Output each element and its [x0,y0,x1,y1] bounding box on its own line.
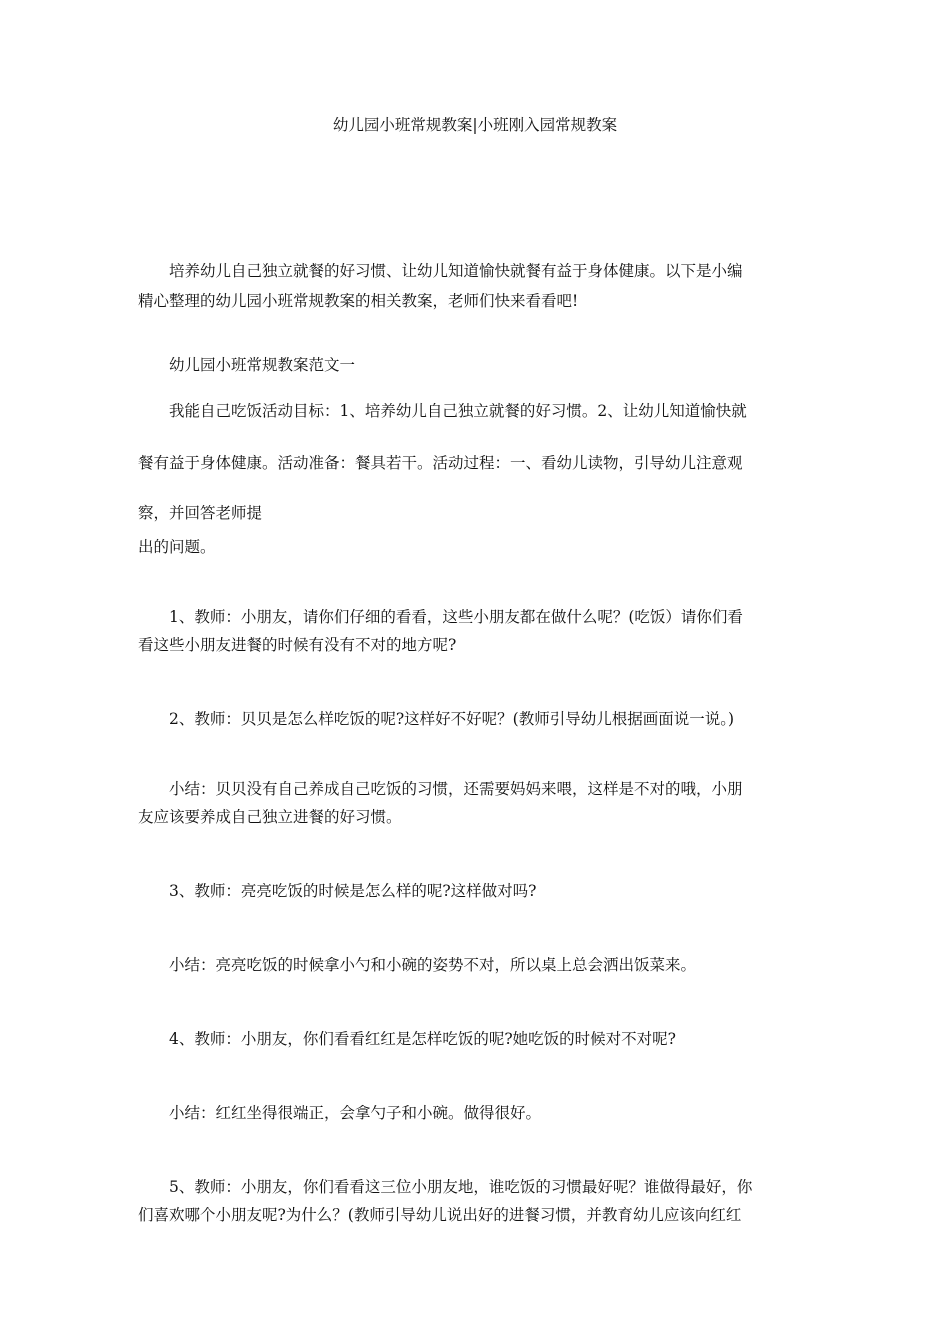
paragraph-line: 小结：亮亮吃饭的时候拿小勺和小碗的姿势不对，所以桌上总会洒出饭菜来。 [138,956,697,974]
section-heading: 幼儿园小班常规教案范文一 [138,356,356,374]
paragraph-line: 餐有益于身体健康。活动准备：餐具若干。活动过程：一、看幼儿读物，引导幼儿注意观 [138,454,743,472]
paragraph-line: 精心整理的幼儿园小班常规教案的相关教案，老师们快来看看吧! [138,292,579,310]
paragraph-line: 1、教师：小朋友，请你们仔细的看看，这些小朋友都在做什么呢？(吃饭）请你们看 [138,608,743,626]
document-title: 幼儿园小班常规教案|小班刚入园常规教案 [332,116,618,134]
paragraph-line: 小结：红红坐得很端正，会拿勺子和小碗。做得很好。 [138,1104,542,1122]
paragraph-line: 友应该要养成自己独立进餐的好习惯。 [138,808,402,826]
paragraph-line: 4、教师：小朋友，你们看看红红是怎样吃饭的呢?她吃饭的时候对不对呢? [138,1030,676,1048]
paragraph-line: 看这些小朋友进餐的时候有没有不对的地方呢? [138,636,457,654]
paragraph-line: 我能自己吃饭活动目标：1、培养幼儿自己独立就餐的好习惯。2、让幼儿知道愉快就 [138,402,747,420]
paragraph-line: 出的问题。 [138,538,216,556]
paragraph-line: 们喜欢哪个小朋友呢?为什么？(教师引导幼儿说出好的进餐习惯，并教育幼儿应该向红红 [138,1206,742,1224]
paragraph-line: 2、教师：贝贝是怎么样吃饭的呢?这样好不好呢？(教师引导幼儿根据画面说一说。) [138,710,735,728]
paragraph-line: 小结：贝贝没有自己养成自己吃饭的习惯，还需要妈妈来喂，这样是不对的哦，小朋 [138,780,743,798]
paragraph-line: 培养幼儿自己独立就餐的好习惯、让幼儿知道愉快就餐有益于身体健康。以下是小编 [138,262,743,280]
paragraph-line: 3、教师：亮亮吃饭的时候是怎么样的呢?这样做对吗? [138,882,537,900]
paragraph-line: 5、教师：小朋友，你们看看这三位小朋友地，谁吃饭的习惯最好呢？谁做得最好，你 [138,1178,753,1196]
paragraph-line: 察，并回答老师提 [138,504,263,522]
